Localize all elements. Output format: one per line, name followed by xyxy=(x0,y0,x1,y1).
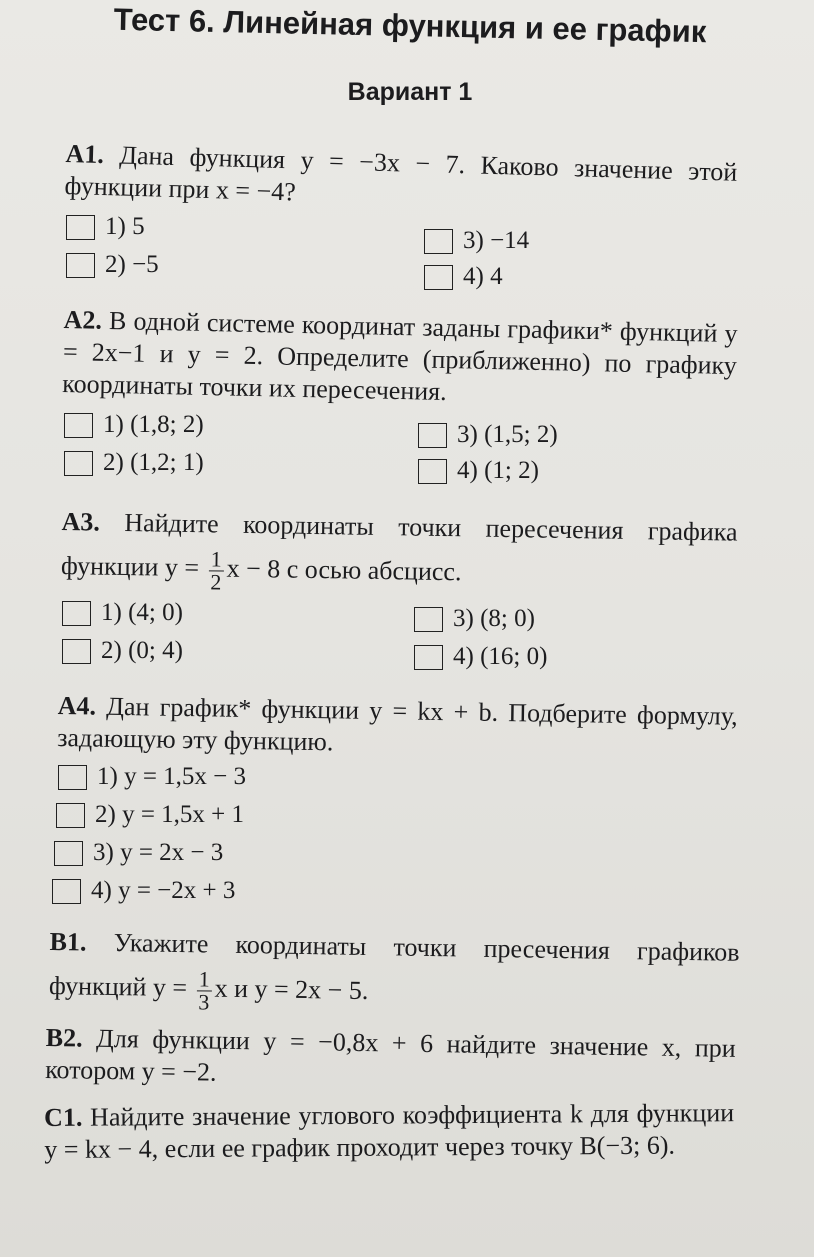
fraction-numerator: 1 xyxy=(210,545,222,572)
question-a2 xyxy=(62,304,738,414)
checkbox[interactable] xyxy=(64,451,93,476)
checkbox[interactable] xyxy=(414,607,443,632)
answer-option[interactable] xyxy=(414,604,535,634)
answer-option[interactable] xyxy=(62,636,183,666)
question-text: Найдите значение углового коэффициента k для функции y = kx − 4, если ее график проходит через точку B(−3; 6). xyxy=(44,1098,735,1164)
answer-option[interactable] xyxy=(52,876,235,906)
answer-option[interactable] xyxy=(418,420,558,450)
answer-option[interactable] xyxy=(66,212,145,242)
question-b2 xyxy=(45,1022,736,1097)
question-b1 xyxy=(49,920,740,1021)
option-label: 4) (1; 2) xyxy=(457,457,539,484)
fraction xyxy=(196,965,212,1015)
answer-option[interactable] xyxy=(54,838,223,868)
question-label: А2. xyxy=(63,304,103,335)
option-label: 2) (1,2; 1) xyxy=(103,449,204,476)
question-text: x и y = 2x − 5. xyxy=(214,973,369,1006)
question-text: Для функции y = −0,8x + 6 найдите значение x, при котором y = −2. xyxy=(45,1023,736,1087)
checkbox[interactable] xyxy=(414,645,443,670)
option-label: 4) y = −2x + 3 xyxy=(91,877,236,904)
answer-option[interactable] xyxy=(418,456,539,486)
option-label: 1) 5 xyxy=(105,213,145,240)
answer-option[interactable] xyxy=(424,226,529,256)
question-text: Укажите координаты точки пресечения графиков функций y = xyxy=(48,928,740,1003)
option-label: 2) y = 1,5x + 1 xyxy=(95,801,245,828)
option-label: 3) y = 2x − 3 xyxy=(93,839,224,866)
question-label: В1. xyxy=(49,926,87,957)
answer-option[interactable] xyxy=(414,642,547,672)
checkbox[interactable] xyxy=(64,413,93,438)
option-label: 4) (16; 0) xyxy=(453,643,548,670)
question-a3 xyxy=(61,500,738,601)
question-label: С1. xyxy=(44,1102,83,1132)
option-label: 2) (0; 4) xyxy=(101,637,183,664)
checkbox[interactable] xyxy=(54,841,83,866)
answer-option[interactable] xyxy=(56,800,244,830)
option-label: 2) −5 xyxy=(105,251,159,278)
option-label: 3) (8; 0) xyxy=(453,605,535,632)
checkbox[interactable] xyxy=(424,229,453,254)
checkbox[interactable] xyxy=(418,423,447,448)
answer-option[interactable] xyxy=(64,410,204,440)
fraction-numerator: 1 xyxy=(198,965,210,992)
page-title: Тест 6. Линейная функция и ее график xyxy=(113,1,707,50)
question-text: x − 8 с осью абсцисс. xyxy=(226,553,462,587)
question-a1 xyxy=(64,138,738,221)
checkbox[interactable] xyxy=(62,601,91,626)
variant-heading: Вариант 1 xyxy=(347,78,473,106)
question-text: Дан график* функции y = kx + b. Подберите формулу, задающую эту функцию. xyxy=(57,691,738,757)
option-label: 3) −14 xyxy=(463,227,530,254)
checkbox[interactable] xyxy=(66,215,95,240)
checkbox[interactable] xyxy=(58,765,87,790)
fraction xyxy=(208,545,224,595)
option-label: 4) 4 xyxy=(463,263,503,290)
question-text: Дана функция y = −3x − 7. Каково значение этой функции при x = −4? xyxy=(64,140,738,207)
option-label: 1) (1,8; 2) xyxy=(103,411,204,438)
answer-option[interactable] xyxy=(66,250,159,280)
option-label: 1) (4; 0) xyxy=(101,599,183,626)
checkbox[interactable] xyxy=(62,639,91,664)
question-text: Найдите координаты точки пересечения графика функции y = xyxy=(60,507,738,583)
checkbox[interactable] xyxy=(56,803,85,828)
fraction-denominator: 2 xyxy=(210,568,222,595)
answer-option[interactable] xyxy=(424,262,503,292)
checkbox[interactable] xyxy=(424,265,453,290)
question-c1 xyxy=(44,1097,734,1166)
checkbox[interactable] xyxy=(66,253,95,278)
question-label: В2. xyxy=(45,1022,83,1053)
question-label: А3. xyxy=(61,506,101,537)
answer-option[interactable] xyxy=(64,448,204,478)
question-text: В одной системе координат заданы графики* функций y = 2x−1 и y = 2. Определите (приближенно) по графику координаты точки их пересечения. xyxy=(62,305,738,407)
answer-option[interactable] xyxy=(58,762,246,792)
checkbox[interactable] xyxy=(52,879,81,904)
question-label: А4. xyxy=(57,690,97,721)
fraction-denominator: 3 xyxy=(198,988,210,1015)
question-a4 xyxy=(57,690,738,765)
question-label: А1. xyxy=(65,138,105,170)
checkbox[interactable] xyxy=(418,459,447,484)
answer-option[interactable] xyxy=(62,598,183,628)
option-label: 1) y = 1,5x − 3 xyxy=(97,763,247,790)
option-label: 3) (1,5; 2) xyxy=(457,421,558,448)
